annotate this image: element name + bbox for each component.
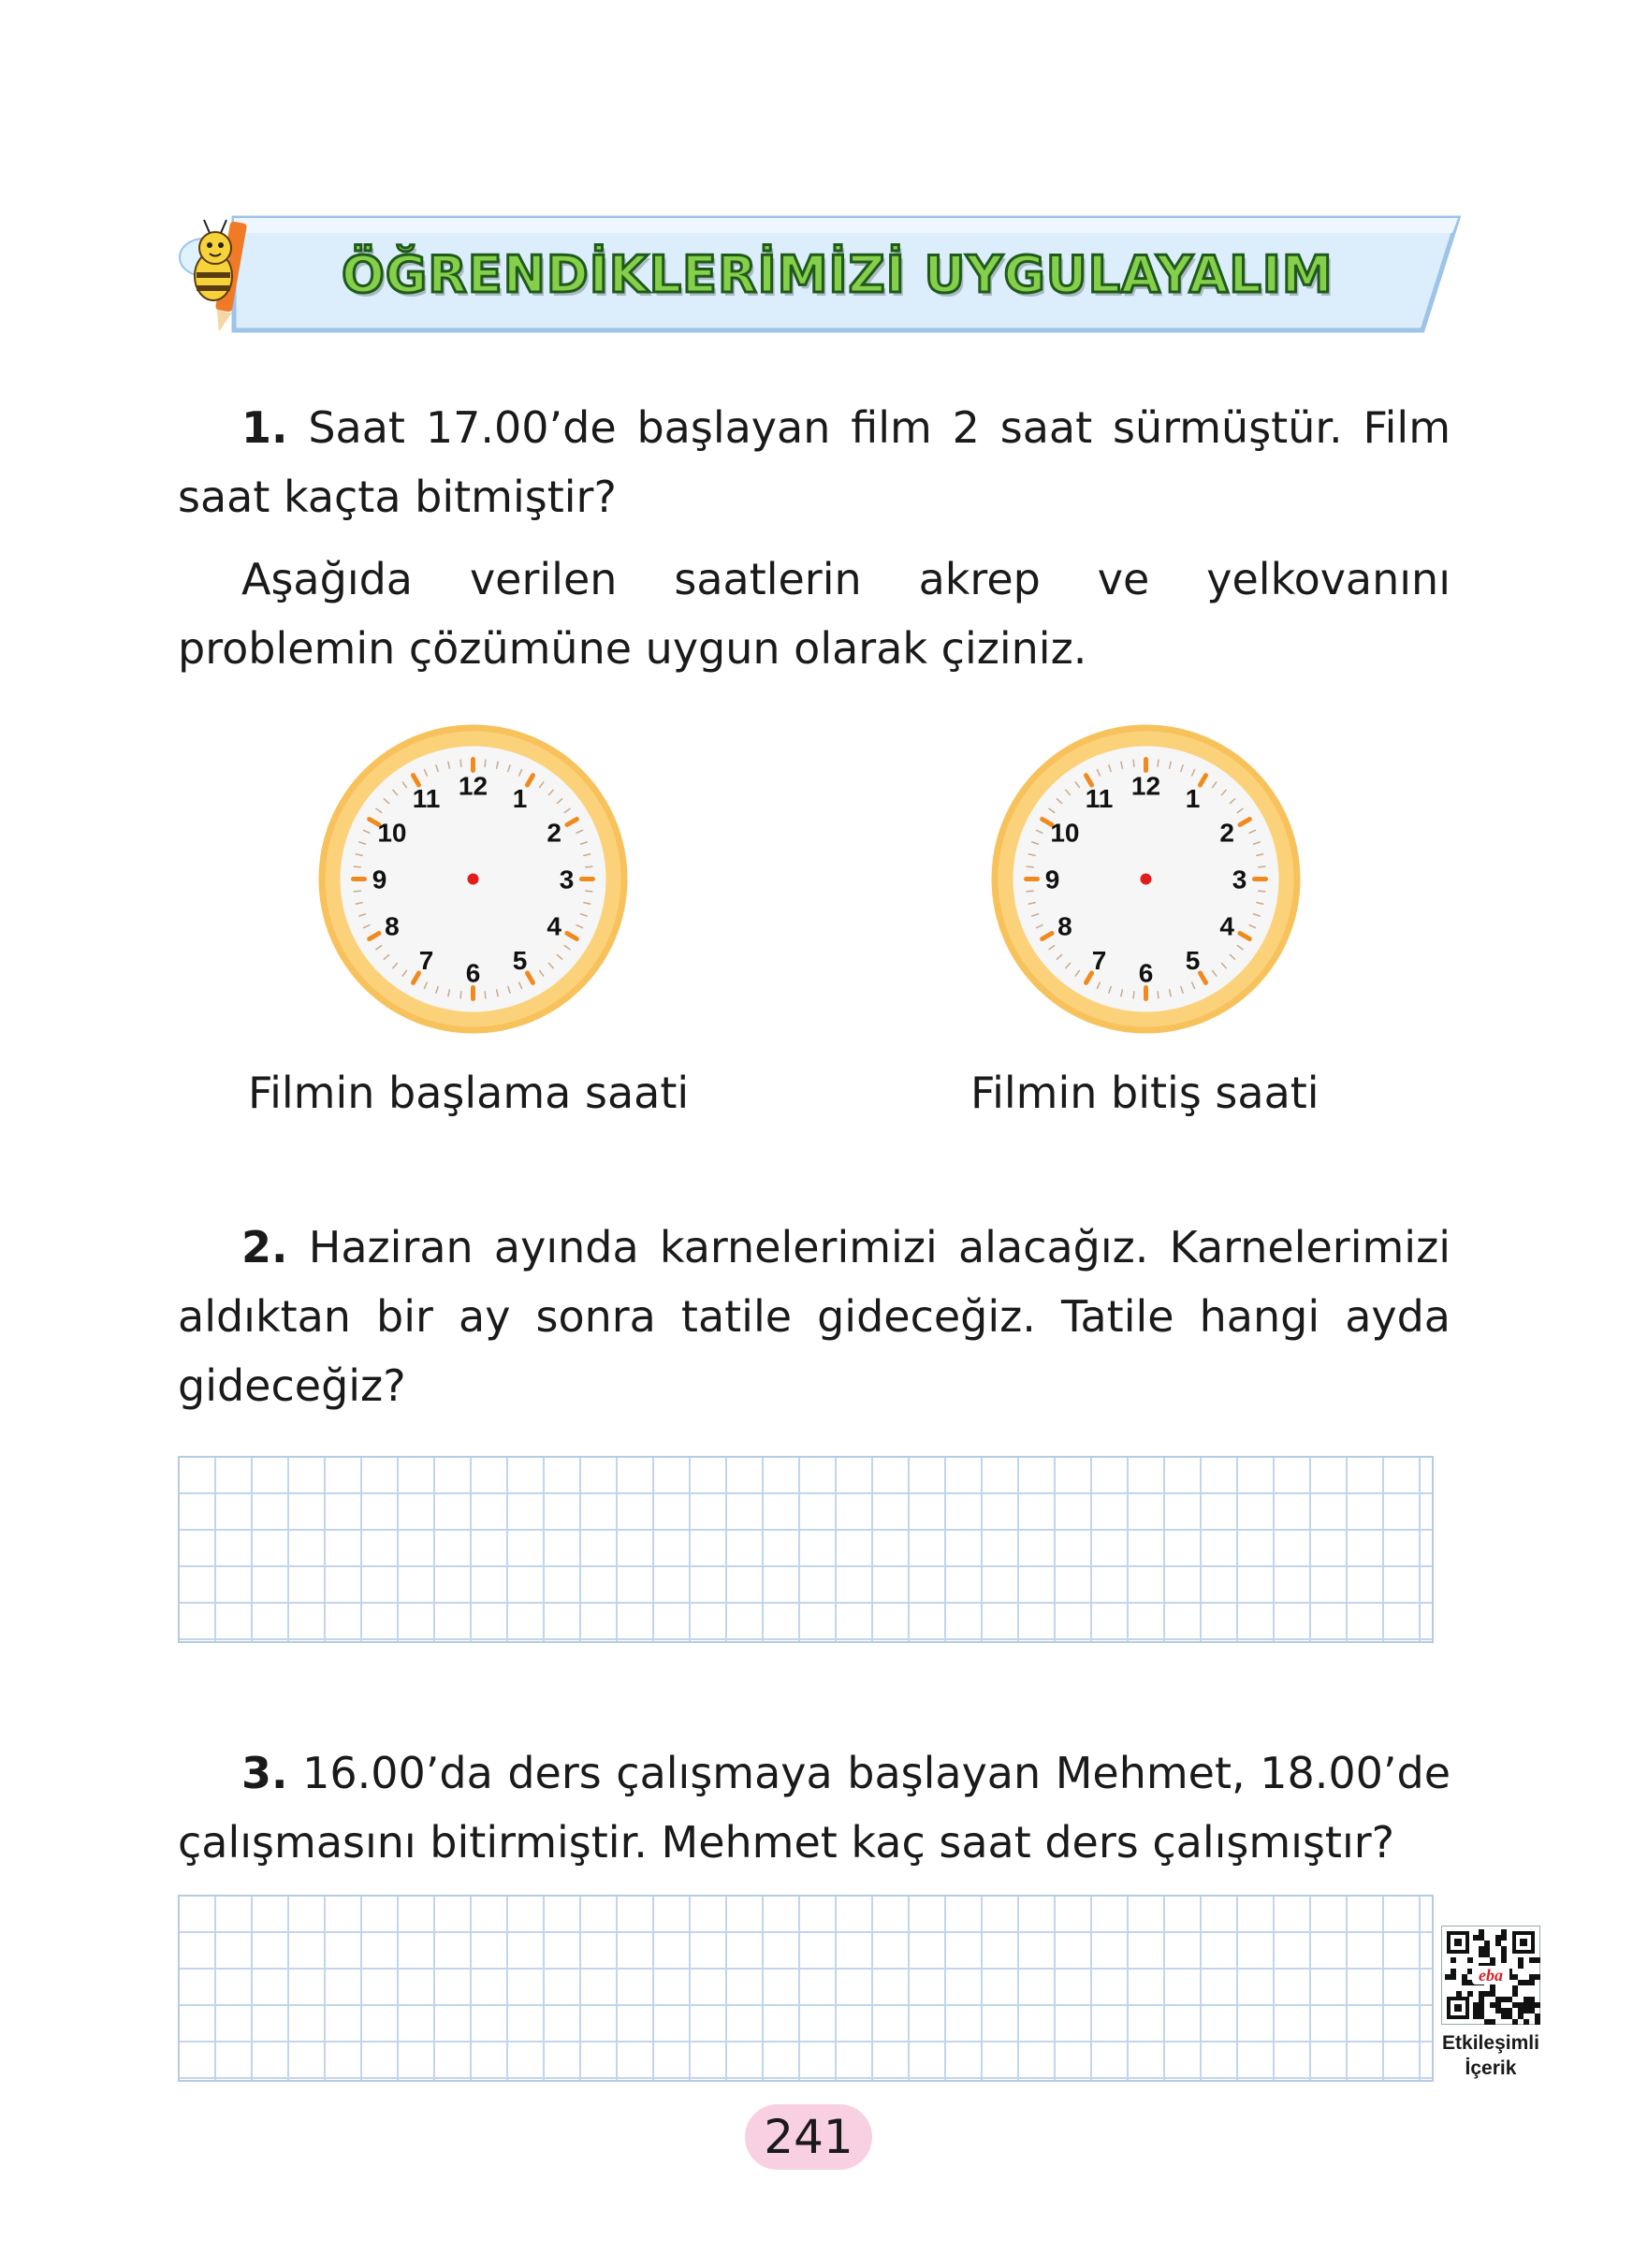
minute-tick	[1158, 760, 1159, 766]
clock-numeral: 3	[1232, 865, 1247, 894]
qr-code-label	[1422, 2030, 1559, 2081]
minute-tick	[354, 891, 360, 892]
minute-tick	[1133, 760, 1134, 766]
question-1	[178, 393, 1451, 531]
clock-center-dot	[1141, 874, 1152, 885]
question-3-text: 16.00’da ders çalışmaya başlayan Mehmet, 18.00’de çalışmasını bitirmiştir. Mehmet kaç saat ders çalışmıştır?	[178, 1748, 1451, 1868]
clock-numeral: 12	[458, 771, 488, 801]
question-1-instruction-text: Aşağıda verilen saatlerin akrep ve yelkovanını problemin çözümüne uygun olarak çiziniz.	[178, 554, 1451, 674]
qr-label-line-2: İçerik	[1465, 2057, 1517, 2079]
clock-numeral: 7	[1091, 946, 1107, 976]
clock-numeral: 9	[372, 865, 387, 894]
minute-tick	[1259, 891, 1265, 892]
clock-numeral: 12	[1130, 771, 1161, 801]
minute-tick	[586, 866, 592, 867]
minute-tick	[460, 760, 461, 766]
clock-numeral: 5	[512, 946, 528, 976]
end-clock-caption: Filmin bitiş saati	[970, 1068, 1320, 1118]
minute-tick	[1158, 992, 1159, 998]
page-number: 241	[764, 2110, 853, 2164]
clock-numeral: 2	[1219, 818, 1234, 848]
minute-tick	[1259, 866, 1265, 867]
minute-tick	[354, 866, 360, 867]
clock-numeral: 6	[465, 958, 481, 988]
clock-numeral: 4	[547, 911, 561, 941]
minute-tick	[1133, 992, 1134, 998]
clock-numeral: 1	[1185, 783, 1201, 813]
clock-numeral: 10	[377, 818, 407, 848]
clock-numeral: 11	[412, 783, 441, 813]
clock-center-dot	[468, 874, 479, 885]
clock-numeral: 11	[1085, 783, 1114, 813]
clock-numeral: 10	[1050, 818, 1080, 848]
minute-tick	[460, 992, 461, 998]
clock-numeral: 5	[1185, 946, 1201, 976]
qr-label-line-1: Etkileşimli	[1442, 2032, 1539, 2054]
clock-numeral: 6	[1138, 958, 1154, 988]
clock-numeral: 9	[1044, 865, 1060, 894]
question-3	[178, 1738, 1451, 1877]
clock-numeral: 8	[1057, 911, 1072, 941]
question-2-text: Haziran ayında karnelerimizi alacağız. Karnelerimizi aldıktan bir ay sonra tatile gideceğiz. Tatile hangi ayda gideceğiz?	[178, 1222, 1451, 1411]
clock-numeral: 3	[559, 865, 575, 894]
qr-logo-text: eba	[1479, 1966, 1503, 1985]
question-2	[178, 1213, 1451, 1420]
clock-numeral: 4	[1219, 911, 1234, 941]
clock-numeral: 1	[512, 783, 528, 813]
answer-grid-question-3[interactable]	[178, 1895, 1434, 2082]
qr-code-icon[interactable]	[1441, 1926, 1540, 2025]
clock-numeral: 8	[385, 911, 400, 941]
clock-numeral: 7	[418, 946, 434, 976]
banner-title: ÖĞRENDİKLERİMİZİ UYGULAYALIM	[342, 245, 1334, 304]
minute-tick	[485, 760, 486, 766]
answer-grid-question-2[interactable]	[178, 1456, 1434, 1643]
minute-tick	[1027, 891, 1033, 892]
start-clock-caption: Filmin başlama saati	[248, 1068, 690, 1118]
question-2-number: 2.	[241, 1222, 288, 1272]
question-1-instruction	[178, 545, 1451, 683]
bee-pencil-mascot-icon	[168, 211, 271, 337]
minute-tick	[586, 891, 592, 892]
end-time-clock[interactable]	[989, 722, 1303, 1036]
question-1-number: 1.	[241, 402, 288, 453]
question-1-text: Saat 17.00’de başlayan film 2 saat sürmüştür. Film saat kaçta bitmiştir?	[178, 402, 1451, 522]
minute-tick	[1027, 866, 1033, 867]
minute-tick	[485, 992, 486, 998]
clock-numeral: 2	[547, 818, 561, 848]
question-3-number: 3.	[241, 1748, 288, 1798]
start-time-clock[interactable]	[316, 722, 630, 1036]
